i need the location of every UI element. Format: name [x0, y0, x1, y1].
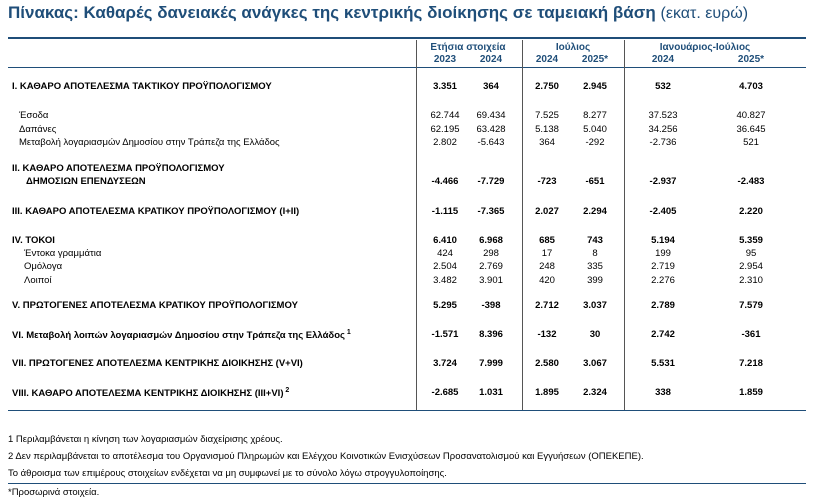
table-row — [0, 275, 813, 288]
table-cell: 8 — [592, 248, 598, 259]
table-row — [0, 387, 813, 400]
row-label: Έσοδα — [19, 110, 49, 121]
table-cell: 2.769 — [479, 261, 503, 272]
row-label: VI. Μεταβολή λοιπών λογαριασμών Δημοσίου στην Τράπεζα της Ελλάδος $^1$ — [12, 329, 351, 342]
table-cell: 685 — [539, 235, 555, 246]
table-cell: -651 — [585, 176, 605, 187]
table-row — [0, 248, 813, 261]
table-cell: 5.295 — [433, 300, 457, 311]
table-cell: 3.482 — [433, 275, 457, 286]
column-divider — [522, 40, 523, 410]
table-cell: 95 — [745, 248, 757, 259]
table-cell: 5.194 — [651, 235, 675, 246]
title-text: Πίνακας: Καθαρές δανειακές ανάγκες της κεντρικής διοίκησης σε ταμειακή βάση — [8, 3, 656, 22]
table-cell: 7.218 — [739, 358, 763, 369]
table-cell: 2.719 — [651, 261, 675, 272]
table-cell: 2.027 — [535, 206, 559, 217]
header-year: 2023 — [433, 54, 457, 65]
table-row — [0, 163, 813, 187]
header-year: 2024 — [651, 54, 675, 65]
table-cell: 199 — [655, 248, 671, 259]
header-july: Ιούλιος — [555, 42, 591, 53]
header-year: 2025* — [737, 54, 765, 65]
footnote: 1 Περιλαμβάνεται η κίνηση των λογαριασμών διαχείρισης χρέους. — [8, 434, 283, 445]
table-cell: 1.031 — [479, 387, 503, 398]
row-label: VIII. ΚΑΘΑΡΟ ΑΠΟΤΕΛΕΣΜΑ ΚΕΝΤΡΙΚΗΣ ΔΙΟΙΚΗΣΗΣ (III+VI) $^2$ — [12, 387, 290, 400]
table-cell: 2.945 — [583, 81, 607, 92]
table-cell: -398 — [481, 300, 501, 311]
header-annual: Ετήσια στοιχεία — [430, 42, 506, 53]
table-cell: 40.827 — [736, 110, 766, 121]
table-cell: -2.405 — [649, 206, 677, 217]
table-cell: -361 — [741, 329, 761, 340]
table-cell: 2.276 — [651, 275, 675, 286]
row-label: III. ΚΑΘΑΡΟ ΑΠΟΤΕΛΕΣΜΑ ΚΡΑΤΙΚΟΥ ΠΡΟΫΠΟΛΟΓΙΣΜΟΥ (I+II) — [12, 206, 300, 217]
table-cell: -2.685 — [431, 387, 459, 398]
notes-rule — [8, 483, 806, 484]
column-divider — [624, 40, 625, 410]
table-cell: 17 — [541, 248, 553, 259]
table-cell: 3.037 — [583, 300, 607, 311]
table-cell: -2.736 — [649, 137, 677, 148]
table-cell: 364 — [483, 81, 499, 92]
row-label: Μεταβολή λογαριασμών Δημοσίου στην Τράπεζα της Ελλάδος — [19, 137, 280, 148]
table-cell: 7.999 — [479, 358, 503, 369]
table-cell: 62.195 — [430, 124, 460, 135]
table-row — [0, 124, 813, 137]
table-cell: 298 — [483, 248, 499, 259]
table-row — [0, 206, 813, 219]
table-cell: -1.571 — [431, 329, 459, 340]
header-jan-july: Ιανουάριος-Ιούλιος — [659, 42, 751, 53]
table-cell: 521 — [743, 137, 759, 148]
table-cell: 5.040 — [583, 124, 607, 135]
title-unit: (εκατ. ευρώ) — [660, 5, 749, 22]
table-cell: 6.410 — [433, 235, 457, 246]
table-cell: 7.525 — [535, 110, 559, 121]
table-cell: -1.115 — [431, 206, 459, 217]
footnote-marker: 1 — [344, 329, 351, 336]
table-cell: 2.802 — [433, 137, 457, 148]
table-cell: 34.256 — [648, 124, 678, 135]
table-cell: 3.901 — [479, 275, 503, 286]
table-cell: 2.954 — [739, 261, 763, 272]
table-cell: 2.580 — [535, 358, 559, 369]
table-cell: 5.531 — [651, 358, 675, 369]
table-cell: 420 — [539, 275, 555, 286]
row-label: Δαπάνες — [19, 124, 57, 135]
table-cell: 4.703 — [739, 81, 763, 92]
header-year: 2024 — [535, 54, 559, 65]
table-row — [0, 110, 813, 123]
table-cell: 63.428 — [476, 124, 506, 135]
table-cell: 3.724 — [433, 358, 457, 369]
table-row — [0, 261, 813, 274]
table-row — [0, 300, 813, 313]
table-cell: 7.579 — [739, 300, 763, 311]
table-cell: -7.365 — [477, 206, 505, 217]
header-rule — [8, 67, 806, 68]
table-cell: 3.351 — [433, 81, 457, 92]
table-cell: 399 — [587, 275, 603, 286]
table-cell: 69.434 — [476, 110, 506, 121]
table-cell: 2.742 — [651, 329, 675, 340]
table-cell: 5.138 — [535, 124, 559, 135]
table-cell: 248 — [539, 261, 555, 272]
bottom-rule — [8, 410, 806, 411]
row-label: II. ΚΑΘΑΡΟ ΑΠΟΤΕΛΕΣΜΑ ΠΡΟΫΠΟΛΟΓΙΣΜΟΥ — [12, 163, 225, 174]
table-cell: 2.324 — [583, 387, 607, 398]
table-cell: 8.277 — [583, 110, 607, 121]
row-label: Ομόλογα — [24, 261, 63, 272]
table-cell: -4.466 — [431, 176, 459, 187]
table-title — [8, 3, 748, 23]
row-label-continued: ΔΗΜΟΣΙΩΝ ΕΠΕΝΔΥΣΕΩΝ — [26, 176, 146, 187]
row-label: Έντοκα γραμμάτια — [24, 248, 102, 259]
table-row — [0, 329, 813, 342]
table-cell: 2.294 — [583, 206, 607, 217]
table-cell: 2.789 — [651, 300, 675, 311]
table-cell: -7.729 — [477, 176, 505, 187]
row-label: I. ΚΑΘΑΡΟ ΑΠΟΤΕΛΕΣΜΑ ΤΑΚΤΙΚΟΥ ΠΡΟΫΠΟΛΟΓΙΣΜΟΥ — [12, 81, 272, 92]
table-cell: 1.859 — [739, 387, 763, 398]
table-cell: 62.744 — [430, 110, 460, 121]
table-cell: 2.310 — [739, 275, 763, 286]
table-cell: -2.937 — [649, 176, 677, 187]
table-row — [0, 235, 813, 248]
header-year: 2024 — [479, 54, 503, 65]
footnote: 2 Δεν περιλαμβάνεται το αποτέλεσμα του Οργανισμού Πληρωμών και Ελέγχου Κοινοτικών Ενισχύσεων Προσανατολισμού και Εγγυήσεων (ΟΠΕΚΕΠΕ). — [8, 451, 644, 462]
table-cell: 338 — [655, 387, 671, 398]
row-label: IV. ΤΟΚΟΙ — [12, 235, 55, 246]
table-row — [0, 358, 813, 371]
table-cell: 2.750 — [535, 81, 559, 92]
header-year: 2025* — [581, 54, 609, 65]
table-row — [0, 137, 813, 150]
footnote: Το άθροισμα των επιμέρους στοιχείων ενδέχεται να μη συμφωνεί με το σύνολο λόγω στρογγυλοποίησης. — [8, 468, 447, 479]
table-cell: 30 — [589, 329, 601, 340]
table-cell: 2.220 — [739, 206, 763, 217]
table-cell: -723 — [537, 176, 557, 187]
row-label: VII. ΠΡΩΤΟΓΕΝΕΣ ΑΠΟΤΕΛΕΣΜΑ ΚΕΝΤΡΙΚΗΣ ΔΙΟΙΚΗΣΗΣ (V+VI) — [12, 358, 303, 369]
row-label: V. ΠΡΩΤΟΓΕΝΕΣ ΑΠΟΤΕΛΕΣΜΑ ΚΡΑΤΙΚΟΥ ΠΡΟΫΠΟΛΟΓΙΣΜΟΥ — [12, 300, 298, 311]
table-cell: 3.067 — [583, 358, 607, 369]
table-cell: 335 — [587, 261, 603, 272]
top-rule — [8, 37, 806, 39]
table-cell: 743 — [587, 235, 603, 246]
table-cell: -132 — [537, 329, 557, 340]
row-label: Λοιποί — [24, 275, 52, 286]
table-cell: -292 — [585, 137, 605, 148]
table-cell: -5.643 — [477, 137, 505, 148]
table-cell: 2.712 — [535, 300, 559, 311]
table-cell: 8.396 — [479, 329, 503, 340]
footnote-marker: 2 — [283, 387, 290, 394]
table-cell: 6.968 — [479, 235, 503, 246]
footnote: *Προσωρινά στοιχεία. — [8, 487, 100, 498]
column-divider — [416, 40, 417, 410]
table-cell: 532 — [655, 81, 671, 92]
table-cell: 37.523 — [648, 110, 678, 121]
table-cell: 364 — [539, 137, 555, 148]
table-cell: 36.645 — [736, 124, 766, 135]
table-cell: 5.359 — [739, 235, 763, 246]
table-row — [0, 81, 813, 94]
table-cell: 424 — [437, 248, 453, 259]
table-cell: -2.483 — [737, 176, 765, 187]
table-cell: 1.895 — [535, 387, 559, 398]
table-cell: 2.504 — [433, 261, 457, 272]
